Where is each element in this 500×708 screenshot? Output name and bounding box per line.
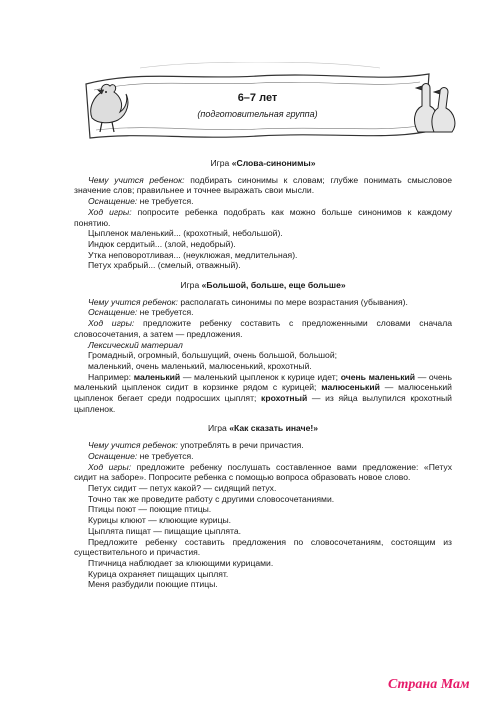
geese-illustration: [404, 76, 460, 134]
text-course: предложите ребенку послушать составленное вами предложение: «Петух сидит на заборе». Попросите ребенка с помощью вопроса образовать новое слово.: [74, 461, 452, 483]
game-prefix: Игра: [210, 158, 232, 168]
paragraph-task: Предложите ребенку составить предложения по словосочетаниям, состоящим из существительного и причастия.: [74, 536, 452, 558]
list-item: Петух храбрый... (смелый, отважный).: [88, 260, 241, 271]
example-word: малюсенький: [321, 382, 380, 393]
label-course: Ход игры:: [88, 461, 132, 472]
banner-group: (подготовительная группа): [197, 109, 318, 119]
list-item: Громадный, огромный, большущий, очень большой, большой;: [88, 350, 338, 361]
list-item: Меня разбудили поющие птицы.: [88, 579, 218, 590]
example-word: маленький: [133, 371, 181, 382]
example-word: очень маленький: [340, 371, 416, 382]
paragraph-learns: [74, 297, 452, 308]
list-item: Цыплята пищат — пищащие цыплята.: [88, 525, 242, 536]
example-text: — малюсенький цыпленок бегает среди подросших цыплят;: [74, 382, 452, 404]
list-item: Птицы поют — поющие птицы.: [88, 504, 212, 515]
site-watermark: Страна Мам: [388, 677, 470, 692]
paragraph-learns: [74, 440, 452, 451]
text-learns: подбирать синонимы к словам; глубже понимать смысловое значение слов; правильнее и точнее выражать свои мысли.: [74, 174, 453, 196]
rooster-illustration: [84, 78, 130, 134]
label-learns: Чему учится ребенок:: [88, 296, 178, 307]
list-item: Цыпленок маленький... (крохотный, небольшой).: [88, 228, 283, 239]
game-name: «Как сказать иначе!»: [229, 423, 319, 434]
text-learns: располагать синонимы по мере возрастания (убывания).: [177, 296, 408, 307]
example-lead: Например:: [88, 371, 134, 382]
paragraph-example: [74, 372, 452, 415]
game-title: [74, 280, 452, 291]
lexical-material-label: Лексический материал: [88, 339, 183, 350]
label-learns: Чему учится ребенок:: [88, 174, 185, 185]
list-item: Курицы клюют — клюющие курицы.: [88, 515, 232, 526]
example-word: крохотный: [261, 393, 308, 404]
text-equipment: не требуется.: [137, 196, 194, 207]
list-item: маленький, очень маленький, малюсенький, крохотный.: [88, 360, 312, 371]
game-title: [74, 423, 452, 434]
example-text: — из яйца вылупился крохотный цыпленок.: [74, 393, 452, 414]
text-learns: употреблять в речи причастия.: [177, 440, 304, 451]
paragraph-equipment: [74, 196, 452, 207]
text-equipment: не требуется.: [137, 450, 194, 461]
game-name: «Большой, больше, еще больше»: [201, 280, 346, 291]
list-item: Петух сидит — петух какой? — сидящий петух.: [88, 482, 277, 493]
label-course: Ход игры:: [88, 206, 132, 217]
paragraph-equipment: [74, 451, 452, 462]
list-item: Курица охраняет пищащих цыплят.: [88, 568, 229, 579]
text-course: предложите ребенку составить с предложенными словами сначала словосочетания, а затем — предложения.: [74, 318, 452, 339]
banner-age: 6–7 лет: [237, 92, 278, 104]
age-banner: [80, 62, 435, 150]
label-equipment: Оснащение:: [88, 196, 138, 207]
list-item: Птичница наблюдает за клюющими курицами.: [88, 557, 274, 568]
list-item: Индюк сердитый... (злой, недобрый).: [88, 238, 236, 249]
document-body: [74, 158, 452, 590]
label-equipment: Оснащение:: [88, 450, 138, 461]
game-prefix: Игра: [180, 280, 202, 291]
label-course: Ход игры:: [88, 318, 135, 329]
game-title: [74, 158, 452, 169]
paragraph-course: [74, 462, 452, 483]
list-item: Точно так же проведите работу с другими словосочетаниями.: [88, 493, 335, 504]
example-text: — маленький цыпленок к курице идет;: [180, 371, 341, 382]
label-learns: Чему учится ребенок:: [88, 440, 178, 451]
paragraph-course: [74, 207, 452, 228]
paragraph-learns: [74, 175, 452, 196]
game-prefix: Игра: [207, 423, 230, 434]
list-item: Утка неповоротливая... (неуклюжая, медлительная).: [88, 249, 298, 260]
banner-ribbon: [80, 62, 435, 150]
example-text: — очень маленький цыпленок сидит в корзинке рядом с курицей;: [74, 371, 452, 393]
text-course: попросите ребенка подобрать как можно больше синонимов к каждому понятию.: [74, 206, 453, 228]
label-equipment: Оснащение:: [88, 307, 138, 318]
text-equipment: не требуется.: [137, 307, 194, 318]
paragraph-course: [74, 318, 452, 339]
paragraph-equipment: [74, 307, 452, 318]
game-name: «Слова-синонимы»: [231, 158, 316, 168]
